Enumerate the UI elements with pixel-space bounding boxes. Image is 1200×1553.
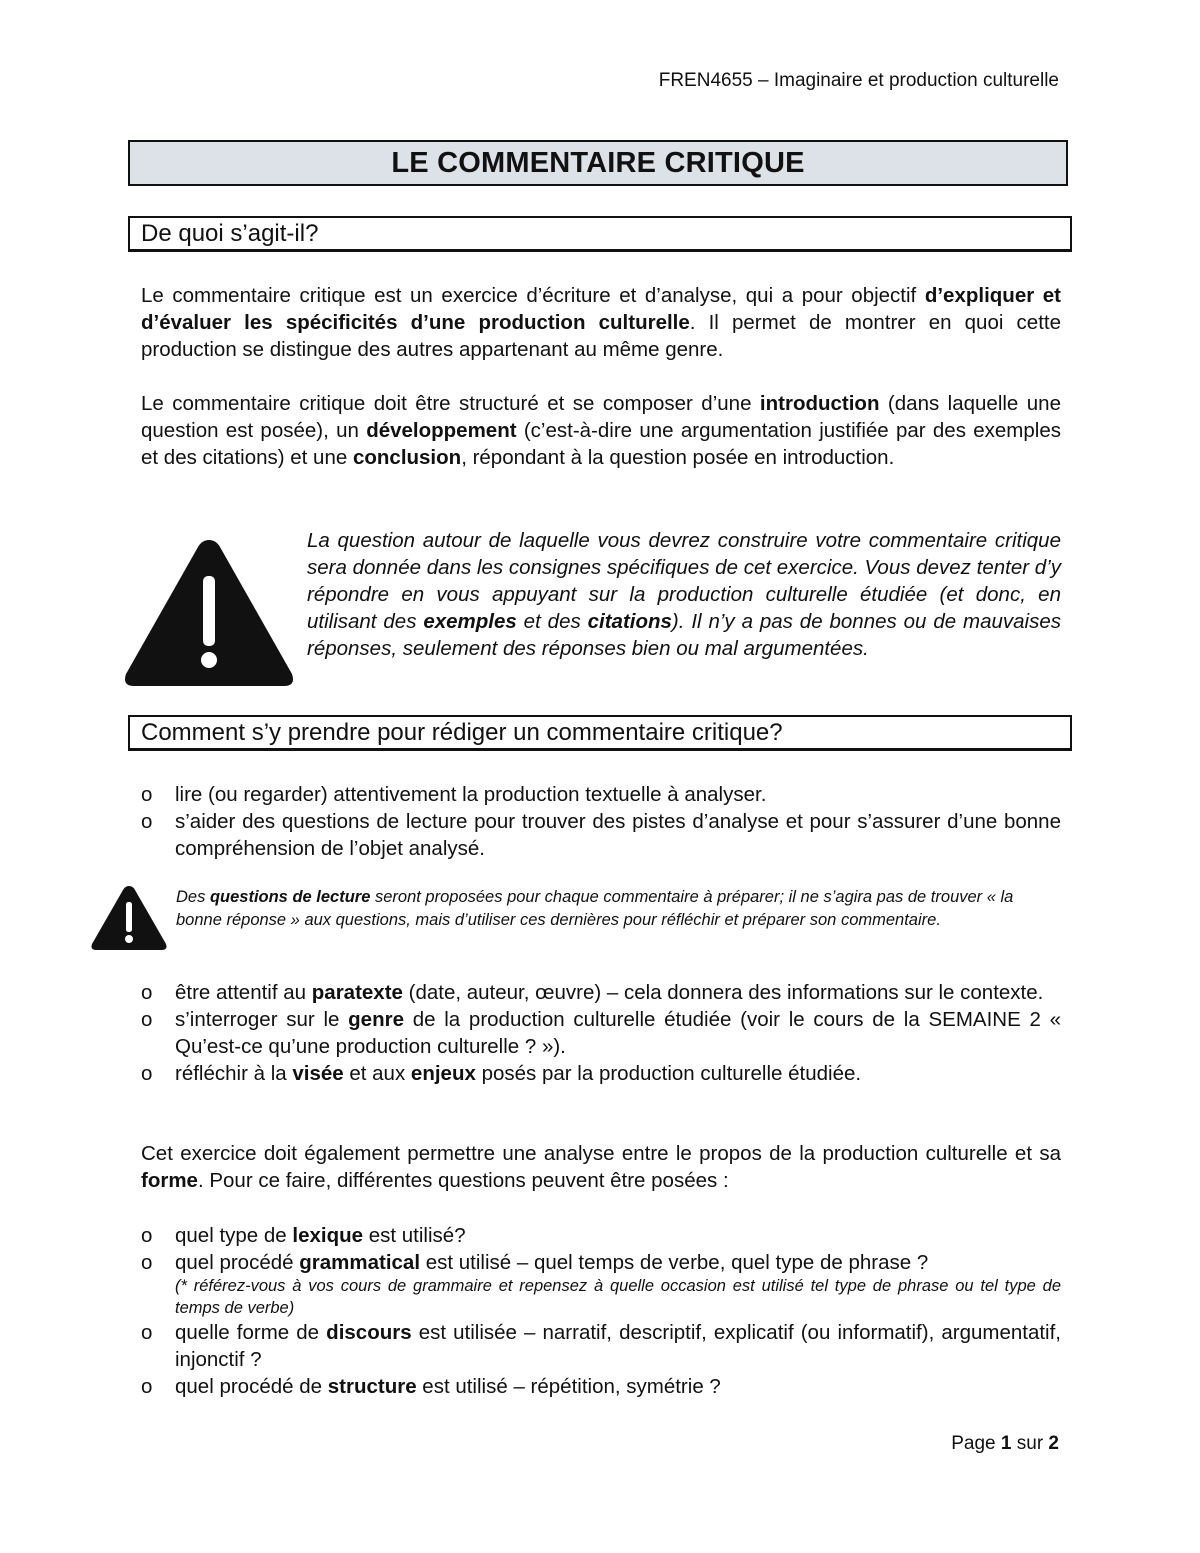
body-text: seront proposées pour chaque commentaire à préparer; il ne s’agira pas de trouver « la bonne réponse » aux questions, mais d’utiliser ces dernières pour réfléchir et préparer son commentaire. — [176, 888, 1014, 929]
bullet-marker: o — [141, 783, 153, 806]
list-item — [141, 781, 1061, 808]
emphasis-text: développement — [366, 419, 517, 442]
body-text: , répondant à la question posée en introduction. — [461, 446, 895, 469]
emphasis-text: questions de lecture — [209, 888, 371, 906]
reading-questions-note — [176, 886, 1062, 931]
emphasis-text: forme — [141, 1169, 198, 1192]
emphasis-text: introduction — [759, 392, 880, 415]
list-item — [141, 979, 1061, 1006]
bullet-marker: o — [141, 1224, 153, 1247]
body-text: (c’est-à-dire une argumentation justifiée par des exemples et des citations) et une — [141, 419, 1061, 469]
warning-triangle-small-icon — [90, 884, 168, 952]
steps-list-1 — [141, 781, 1061, 862]
emphasis-text: exemples — [423, 610, 517, 633]
emphasis-text: structure — [327, 1375, 417, 1398]
list-item — [141, 1249, 1061, 1319]
emphasis-text: d’expliquer et d’évaluer les spécificités d’une production culturelle — [141, 284, 1062, 334]
list-item — [141, 1006, 1061, 1060]
body-text: quel type de — [175, 1224, 293, 1247]
list-item — [141, 1373, 1061, 1400]
emphasis-text: discours — [326, 1321, 412, 1344]
list-item — [141, 1319, 1061, 1373]
body-text: et des — [516, 610, 588, 633]
emphasis-text: conclusion — [352, 446, 462, 469]
body-text: est utilisé – quel temps de verbe, quel type de phrase ? — [420, 1251, 929, 1274]
body-text: quelle forme de — [175, 1321, 327, 1344]
bullet-marker: o — [141, 1251, 153, 1274]
steps-list-2 — [141, 979, 1061, 1087]
body-text: de la production culturelle étudiée (voir le cours de la SEMAINE 2 « Qu’est-ce qu’une production culturelle ? »). — [175, 1008, 1061, 1058]
section-heading-2: Comment s’y prendre pour rédiger un commentaire critique? — [141, 718, 783, 746]
body-text: . Pour ce faire, différentes questions peuvent être posées : — [197, 1169, 729, 1192]
form-analysis-paragraph — [141, 1140, 1061, 1194]
document-title: LE COMMENTAIRE CRITIQUE — [391, 146, 805, 179]
page-number: Page 1 sur 2 — [951, 1433, 1059, 1454]
body-text: est utilisée – narratif, descriptif, explicatif (ou informatif), argumentatif, injonctif ? — [175, 1321, 1061, 1371]
emphasis-text: enjeux — [410, 1062, 476, 1085]
emphasis-text: lexique — [292, 1224, 364, 1247]
section-heading-1: De quoi s’agit-il? — [141, 219, 319, 247]
body-text: Le commentaire critique est un exercice d’écriture et d’analyse, qui a pour objectif — [141, 284, 925, 307]
emphasis-text: visée — [292, 1062, 344, 1085]
body-text: posés par la production culturelle étudiée. — [475, 1062, 862, 1085]
section-heading-box-1 — [128, 216, 1072, 252]
emphasis-text: genre — [348, 1008, 404, 1031]
list-item-note: (* référez-vous à vos cours de grammaire et repensez à quelle occasion est utilisé tel type de phrase ou tel type de temps de verbe) — [175, 1277, 1061, 1317]
body-text: Cet exercice doit également permettre une analyse entre le propos de la production culturelle et sa — [141, 1142, 1061, 1165]
body-text: (date, auteur, œuvre) – cela donnera des informations sur le contexte. — [402, 981, 1044, 1004]
body-text: et aux — [343, 1062, 411, 1085]
warning-triangle-icon — [120, 536, 298, 690]
body-text: quel procédé de — [175, 1375, 328, 1398]
body-text: ). Il n’y a pas de bonnes ou de mauvaises réponses, seulement des réponses bien ou mal argumentées. — [307, 610, 1061, 660]
body-text: . Il permet de montrer en quoi cette production se distingue des autres appartenant au même genre. — [141, 311, 1061, 361]
emphasis-text: citations — [587, 610, 672, 633]
body-text: lire (ou regarder) attentivement la production textuelle à analyser. — [175, 783, 767, 806]
body-text: La question autour de laquelle vous devrez construire votre commentaire critique sera donnée dans les consignes spécifiques de cet exercice. Vous devez tenter d’y répondre en vous appuyant sur la production culturelle étudiée (et donc, en utilisant des — [307, 529, 1061, 633]
course-header: FREN4655 – Imaginaire et production culturelle — [658, 70, 1059, 91]
bullet-marker: o — [141, 1008, 153, 1031]
body-text: s’interroger sur le — [175, 1008, 349, 1031]
body-text: est utilisé? — [363, 1224, 466, 1247]
body-text: est utilisé – répétition, symétrie ? — [416, 1375, 721, 1398]
list-item — [141, 1222, 1061, 1249]
emphasis-text: paratexte — [311, 981, 403, 1004]
bullet-marker: o — [141, 1062, 153, 1085]
intro-paragraph — [141, 282, 1061, 363]
body-text: (dans laquelle une question est posée), un — [141, 392, 1061, 442]
body-text: être attentif au — [175, 981, 312, 1004]
body-text: Des — [176, 888, 210, 906]
body-text: s’aider des questions de lecture pour trouver des pistes d’analyse et pour s’assurer d’une bonne compréhension de l’objet analysé. — [175, 810, 1061, 860]
bullet-marker: o — [141, 981, 153, 1004]
body-text: quel procédé — [175, 1251, 300, 1274]
bullet-marker: o — [141, 810, 153, 833]
emphasis-text: grammatical — [299, 1251, 421, 1274]
list-item — [141, 1060, 1061, 1087]
bullet-marker: o — [141, 1321, 153, 1344]
form-questions-list — [141, 1222, 1061, 1400]
document-title-box — [128, 140, 1068, 186]
section-heading-box-2 — [128, 715, 1072, 751]
body-text: réfléchir à la — [175, 1062, 293, 1085]
bullet-marker: o — [141, 1375, 153, 1398]
body-text: Le commentaire critique doit être structuré et se composer d’une — [141, 392, 760, 415]
list-item — [141, 808, 1061, 862]
warning-note — [307, 527, 1061, 662]
structure-paragraph — [141, 390, 1061, 471]
